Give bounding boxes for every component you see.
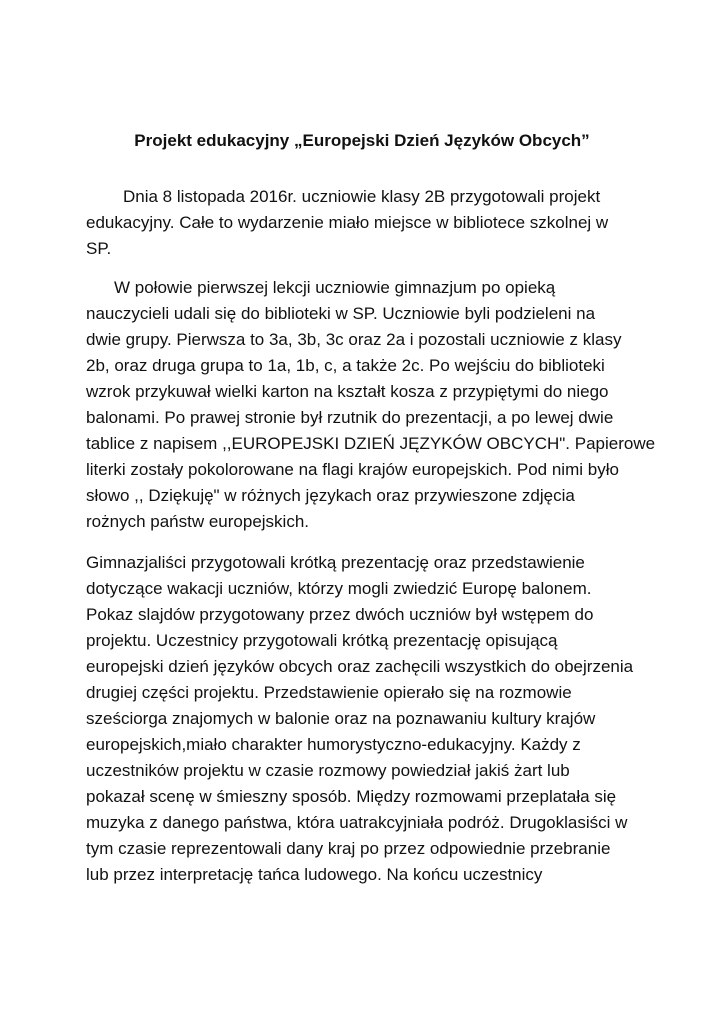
paragraph-line: W połowie pierwszej lekcji uczniowie gimnazjum po opieką — [114, 278, 556, 297]
paragraph-line: Dnia 8 listopada 2016r. uczniowie klasy 2B przygotowali projekt — [123, 187, 601, 206]
paragraph-line: literki zostały pokolorowane na flagi krajów europejskich. Pod nimi było — [86, 460, 619, 479]
paragraph-line: pokazał scenę w śmieszny sposób. Między rozmowami przeplatała się — [86, 787, 617, 806]
paragraph-line: sześciorga znajomych w balonie oraz na poznawaniu kultury krajów — [86, 709, 596, 728]
paragraph-line: uczestników projektu w czasie rozmowy powiedział jakiś żart lub — [86, 761, 570, 780]
paragraph-line: nauczycieli udali się do biblioteki w SP. Uczniowie byli podzieleni na — [86, 304, 596, 323]
paragraph-line: lub przez interpretację tańca ludowego. Na końcu uczestnicy — [86, 865, 543, 884]
paragraph-line: balonami. Po prawej stronie był rzutnik do prezentacji, a po lewej dwie — [86, 408, 614, 427]
paragraph-2 — [86, 275, 656, 535]
paragraph-line: Gimnazjaliści przygotowali krótką prezentację oraz przedstawienie — [86, 553, 585, 572]
paragraph-line: Pokaz slajdów przygotowany przez dwóch uczniów był wstępem do — [86, 605, 594, 624]
paragraph-line: wzrok przykuwał wielki karton na kształt kosza z przypiętymi do niego — [86, 382, 609, 401]
paragraph-line: europejski dzień języków obcych oraz zachęcili wszystkich do obejrzenia — [86, 657, 634, 676]
paragraph-line: SP. — [86, 239, 112, 258]
paragraph-line: dwie grupy. Pierwsza to 3a, 3b, 3c oraz 2a i pozostali uczniowie z klasy — [86, 330, 622, 349]
paragraph-line: edukacyjny. Całe to wydarzenie miało miejsce w bibliotece szkolnej w — [86, 213, 609, 232]
paragraph-line: europejskich,miało charakter humorystyczno-edukacyjny. Każdy z — [86, 735, 581, 754]
paragraph-line: muzyka z danego państwa, która uatrakcyjniała podróż. Drugoklasiści w — [86, 813, 628, 832]
paragraph-line: dotyczące wakacji uczniów, którzy mogli zwiedzić Europę balonem. — [86, 579, 592, 598]
paragraph-3 — [86, 550, 646, 888]
paragraph-line: projektu. Uczestnicy przygotowali krótką prezentację opisującą — [86, 631, 558, 650]
document-title: Projekt edukacyjny „Europejski Dzień Języków Obcych” — [134, 131, 590, 150]
paragraph-line: 2b, oraz druga grupa to 1a, 1b, c, a także 2c. Po wejściu do biblioteki — [86, 356, 605, 375]
paragraph-line: tablice z napisem ,,EUROPEJSKI DZIEŃ JĘZYKÓW OBCYCH". Papierowe — [86, 434, 656, 453]
paragraph-line: drugiej części projektu. Przedstawienie opierało się na rozmowie — [86, 683, 572, 702]
paragraph-line: rożnych państw europejskich. — [86, 512, 310, 531]
paragraph-line: tym czasie reprezentowali dany kraj po przez odpowiednie przebranie — [86, 839, 611, 858]
paragraph-line: słowo ,, Dziękuję" w różnych językach oraz przywieszone zdjęcia — [86, 486, 575, 505]
paragraph-1 — [86, 184, 646, 262]
